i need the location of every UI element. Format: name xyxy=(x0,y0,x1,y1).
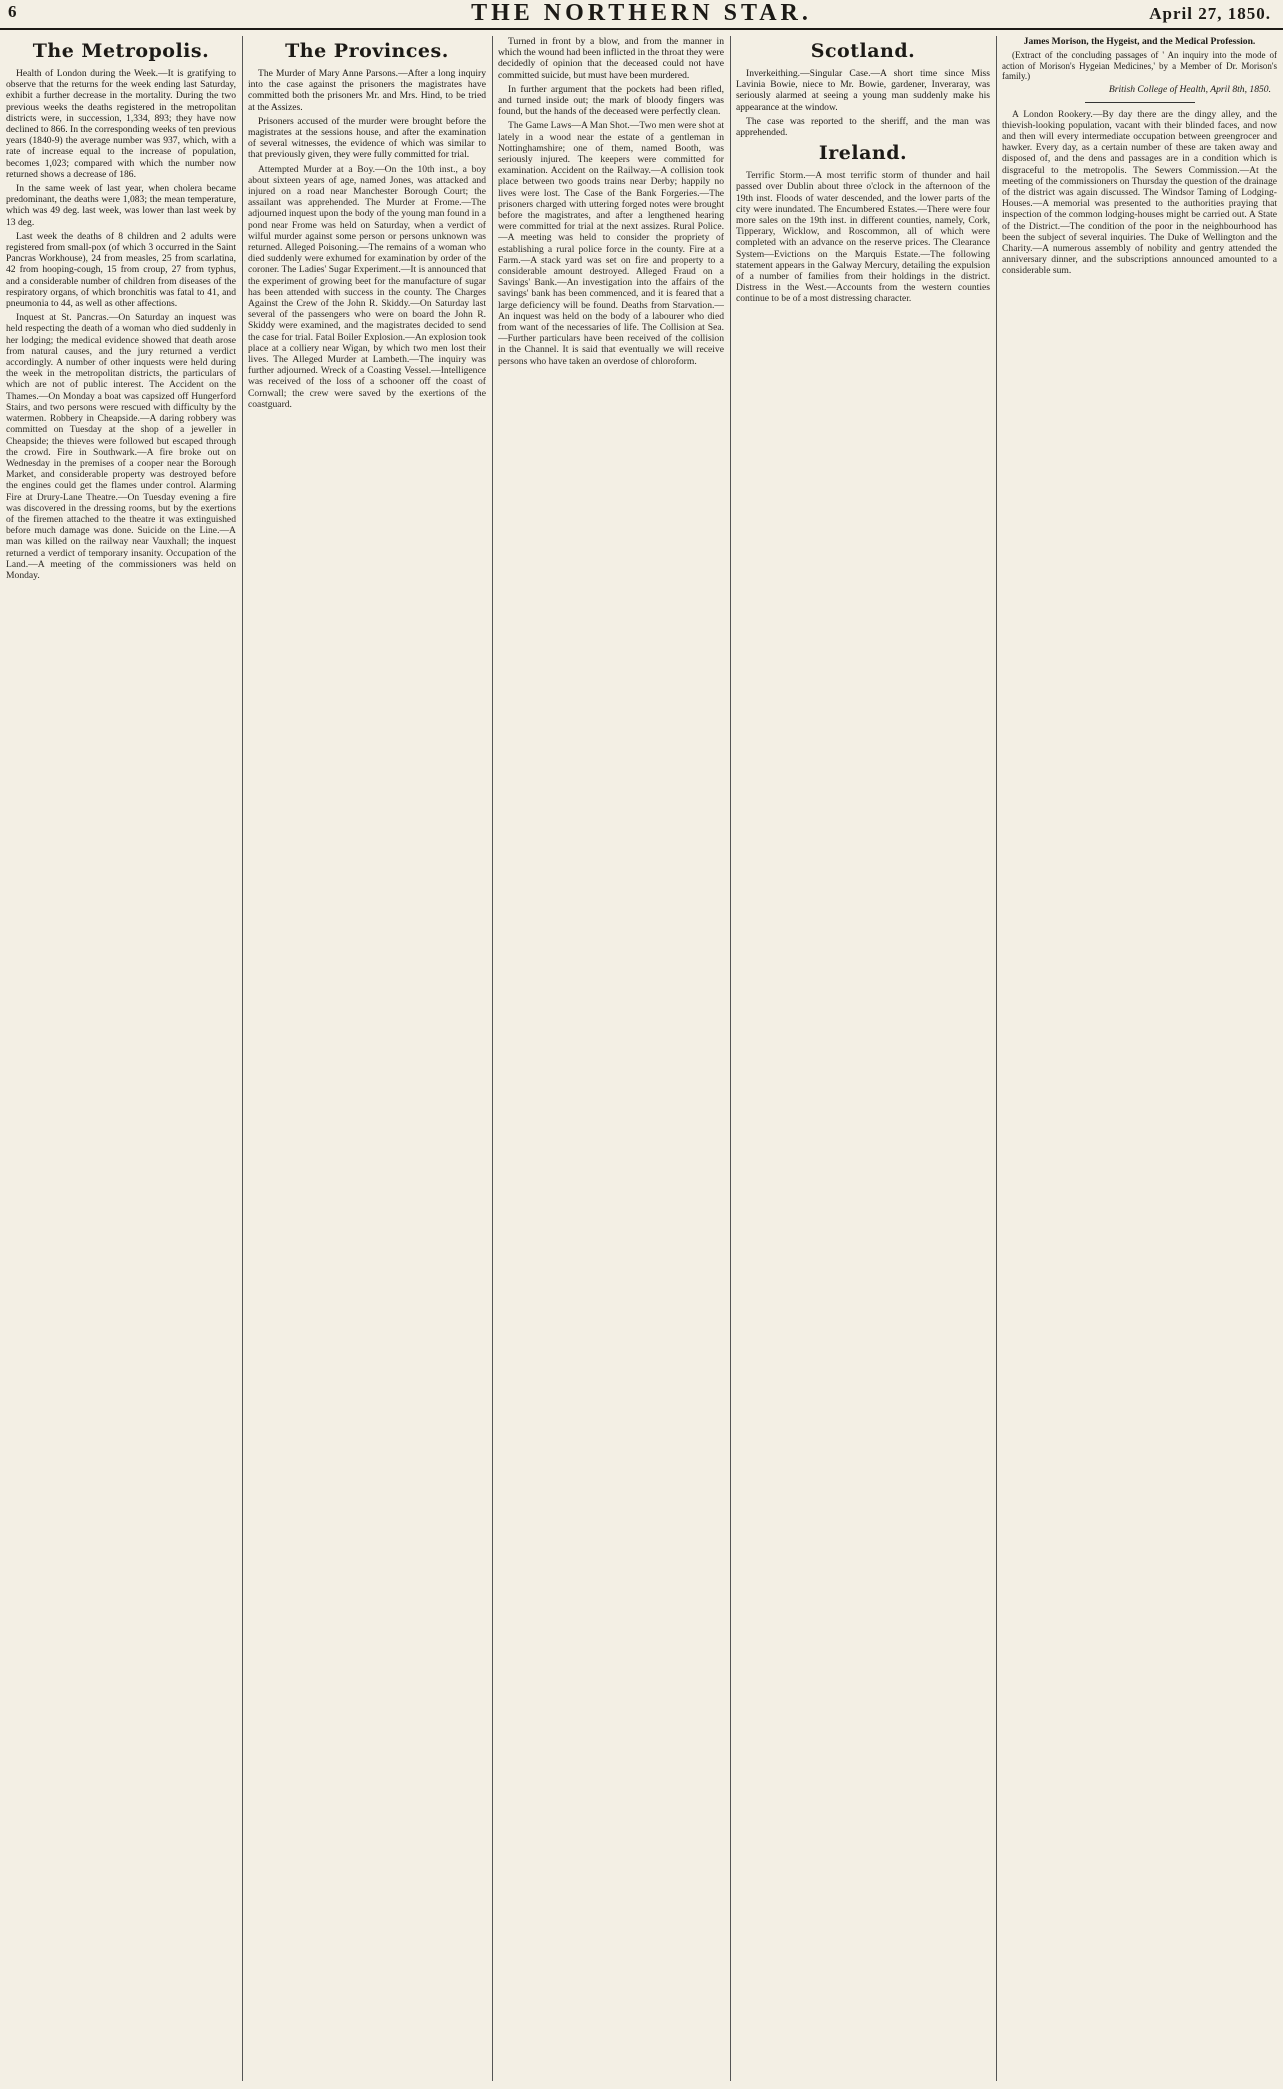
article-heading: James Morison, the Hygeist, and the Medical Profession. xyxy=(1023,36,1256,47)
article-text: Inquest at St. Pancras.—On Saturday an inquest was held respecting the death of a woman who died suddenly in her lodging; the medical evidence showed that death arose from natural causes, and the jury returned a verdict accordingly. A number of other inquests were held during the week in the metropolitan districts, the particulars of which are not of public interest. The Accident on the Thames.—On Monday a boat was capsized off Hungerford Stairs, and two persons were rescued with difficulty by the watermen. Robbery in Cheapside.—A daring robbery was committed on Tuesday at the shop of a jeweller in Cheapside; the thieves were followed but escaped through the crowd. Fire in Southwark.—A fire broke out on Wednesday in the premises of a cooper near the Borough Market, and considerable property was destroyed before the engines could get the flames under control. Alarming Fire at Drury-Lane Theatre.—On Tuesday evening a fire was discovered in the dressing rooms, but by the exertions of the firemen attached to the theatre it was extinguished before much damage was done. Suicide on the Line.—A man was killed on the railway near Vauxhall; the inquest returned a verdict of temporary insanity. Occupation of the Land.—A meeting of the commissioners was held on Monday. xyxy=(6,312,236,581)
section-heading: The Metropolis. xyxy=(32,40,210,62)
divider xyxy=(1085,102,1195,103)
column-provinces xyxy=(248,36,486,2081)
column-metropolis xyxy=(6,36,236,2081)
article-text: A London Rookery.—By day there are the dingy alley, and the thievish-looking population, vacant with their blinded faces, and now and then will every intermediate occupation between greengrocer and hawker. Every day, as a certain number of these are taken away and disposed of, and the dens and passages are in a condition which is disgraceful to the metropolis. The Sewers Commission.—At the meeting of the commissioners on Thursday the question of the drainage of the district was again discussed. The Windsor Taming of Lodging-Houses.—A memorial was presented to the authorities praying that inspection of the common lodging-houses might be carried out. A State of the District.—The condition of the poor in the neighbourhood has been the subject of several inquiries. The Duke of Wellington and the Charity.—A numerous assembly of nobility and gentry attended the anniversary dinner, and the subscriptions announced amounted to a considerable sum. xyxy=(1002,108,1277,277)
section-heading: Ireland. xyxy=(818,142,908,165)
article-paragraph: (Extract of the concluding passages of ' An inquiry into the mode of action of Morison's Hygeian Medicines,' by a Member of Dr. Morison's family.) xyxy=(1002,50,1277,82)
article-paragraph: Last week the deaths of 8 children and 2 adults were registered from small-pox (of which 3 occurred in the Saint Pancras Workhouse), 24 from measles, 25 from scarlatina, 42 from hooping-cough, 15 from croup, 27 from typhus, and a considerable number of children from diseases of the respiratory organs, of which bronchitis was fatal to 41, and pneumonia to 44, as well as other affections. xyxy=(6,230,236,310)
column-miscellaneous xyxy=(1002,36,1277,2081)
section-heading: Scotland. xyxy=(810,40,916,62)
section-heading: The Provinces. xyxy=(285,40,449,62)
article-paragraph: Inverkeithing.—Singular Case.—A short time since Miss Lavinia Bowie, niece to Mr. Bowie, gardener, Inveraray, was seriously alarmed at seeing a young man suddenly make his appearance at the window. xyxy=(736,68,990,113)
column-scotland-ireland xyxy=(736,36,990,2081)
newspaper-title: THE NORTHERN STAR. xyxy=(471,0,812,26)
article-paragraph: The Murder of Mary Anne Parsons.—After a long inquiry into the case against the prisoners the magistrates have committed both the prisoners Mr. and Mrs. Hind, to be tried at the Assizes. xyxy=(248,68,486,113)
article-paragraph: In further argument that the pockets had been rifled, and turned inside out; the mark of bloody fingers was found, but the hands of the deceased were perfectly clean. xyxy=(498,83,724,118)
page-number: 6 xyxy=(8,2,17,21)
column-rule xyxy=(996,36,997,2081)
article-text: The Game Laws—A Man Shot.—Two men were shot at lately in a wood near the estate of a gentleman in Nottinghamshire; one of them, named Booth, was seriously injured. The keepers were committed for examination. Accident on the Railway.—A collision took place between two goods trains near Derby; happily no lives were lost. The Case of the Bank Forgeries.—The prisoners charged with uttering forged notes were brought before the magistrates, and after a lengthened hearing were committed for trial at the next assizes. Rural Police.—A meeting was held to consider the propriety of establishing a rural police force in the county. Fire at a Farm.—A stack yard was set on fire and property to a considerable amount destroyed. Alleged Fraud on a Savings' Bank.—An investigation into the affairs of the savings' bank has been commenced, and it is feared that a large deficiency will be found. Deaths from Starvation.—An inquest was held on the body of a labourer who died from want of the necessaries of life. The Collision at Sea.—Further particulars have been received of the collision in the Channel. It is said that eventually we will receive persons who have taken an overdose of chloroform. xyxy=(498,120,724,367)
issue-date: April 27, 1850. xyxy=(1149,4,1271,23)
column-rule xyxy=(242,36,243,2081)
article-text: Attempted Murder at a Boy.—On the 10th inst., a boy about sixteen years of age, named Jones, was attacked and injured on a road near Manchester Borough Court; the assailant was apprehended. The Murder at Frome.—The adjourned inquest upon the body of the young man found in a pond near Frome was held on Saturday, when a verdict of wilful murder against some person or persons unknown was returned. Alleged Poisoning.—The remains of a woman who died suddenly were exhumed for examination by order of the coroner. The Ladies' Sugar Experiment.—It is announced that the experiment of growing beet for the manufacture of sugar has been attended with success in the county. The Charges Against the Crew of the John R. Skiddy.—On Saturday last several of the passengers who were on board the John R. Skiddy were examined, and the magistrates decided to send the case for trial. Fatal Boiler Explosion.—An explosion took place at a colliery near Wigan, by which two men lost their lives. The Alleged Murder at Lambeth.—The inquiry was further adjourned. Wreck of a Coasting Vessel.—Intelligence was received of the loss of a schooner off the coast of Cornwall; the crew were saved by the exertions of the coastguard. xyxy=(248,163,486,410)
column-rule xyxy=(492,36,493,2081)
column-provinces-continued xyxy=(498,36,724,2081)
article-paragraph: Turned in front by a blow, and from the manner in which the wound had been inflicted in the throat they were decidedly of opinion that the deceased could not have committed suicide, but must have been murdered. xyxy=(498,36,724,81)
article-paragraph: Prisoners accused of the murder were brought before the magistrates at the sessions house, and after the examination of several witnesses, the evidence of which was similar to that previously given, they were fully committed for trial. xyxy=(248,115,486,161)
column-rule xyxy=(730,36,731,2081)
masthead xyxy=(0,0,1283,30)
article-text: Terrific Storm.—A most terrific storm of thunder and hail passed over Dublin about three o'clock in the afternoon of the 19th inst. Floods of water descended, and the lower parts of the city were inundated. The Encumbered Estates.—There were four more sales on the 19th inst. in different counties, namely, Cork, Tipperary, Wicklow, and Roscommon, all of which were completed with an advance on the reserve prices. The Clearance System—Evictions on the Marquis Estate.—The following statement appears in the Galway Mercury, detailing the expulsion of a number of families from their holdings in the district. Distress in the West.—Accounts from the western counties continue to be of a most distressing character. xyxy=(736,170,990,305)
signature: British College of Health, April 8th, 1850. xyxy=(1108,84,1271,96)
article-paragraph: Health of London during the Week.—It is gratifying to observe that the returns for the week ending last Saturday, exhibit a further decrease in the mortality. During the two previous weeks the deaths registered in the metropolitan districts were, in succession, 1,334, 893; they have now declined to 866. In the corresponding weeks of ten previous years (1840-9) the average number was 937, which, with a rate of increase equal to the increase of population, becomes 1,023; compared with which the number now returned shows a decrease of 186. xyxy=(6,68,236,180)
article-paragraph: In the same week of last year, when cholera became predominant, the deaths were 1,083; the mean temperature, which was 49 deg. last week, was lower than last week by 13 deg. xyxy=(6,183,236,228)
article-paragraph: The case was reported to the sheriff, and the man was apprehended. xyxy=(736,115,990,139)
